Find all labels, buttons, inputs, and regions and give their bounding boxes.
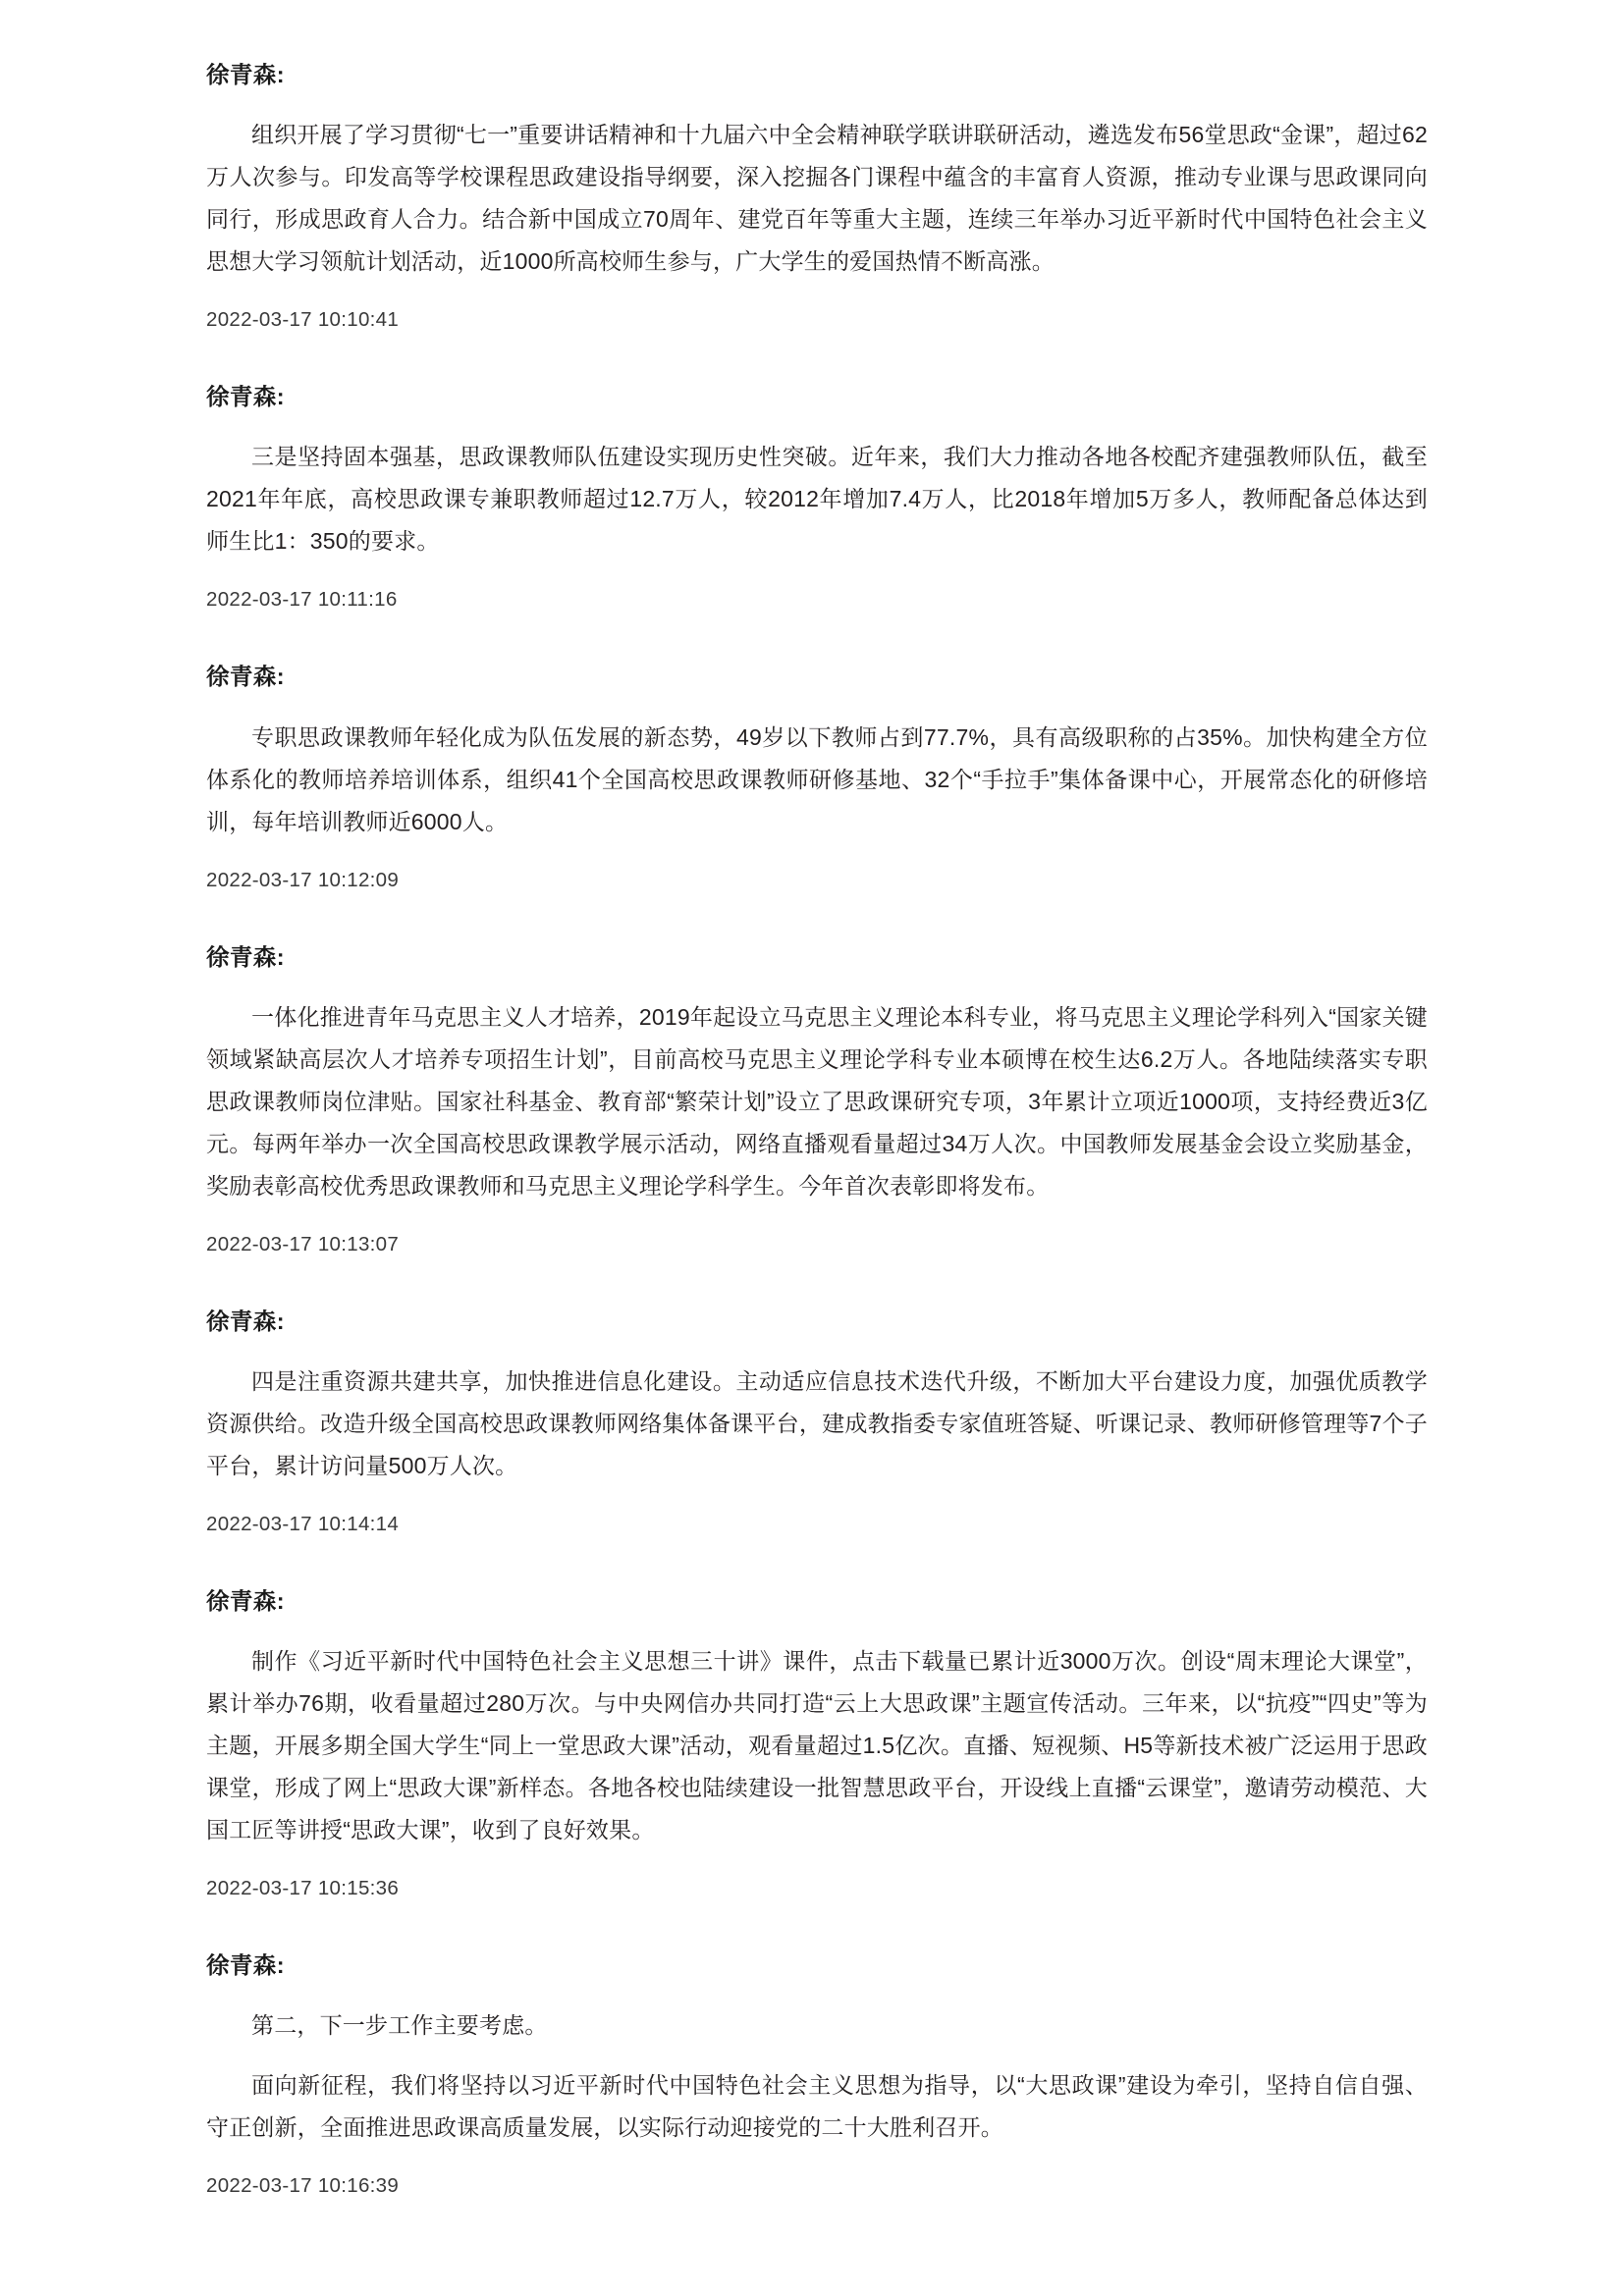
speaker-name: 徐青森: <box>206 1308 285 1334</box>
speaker-name: 徐青森: <box>206 62 285 87</box>
entry-paragraph: 第二，下一步工作主要考虑。 <box>251 2012 548 2039</box>
entry-paragraph: 专职思政课教师年轻化成为队伍发展的新态势，49岁以下教师占到77.7%，具有高级职称的占35%。加快构建全方位体系化的教师培养培训体系，组织41个全国高校思政课教师研修基地、32个“手拉手”集体备课中心，开展常态化的研修培训，每年培训教师近6000人。 <box>206 723 1428 834</box>
entry-paragraph: 三是坚持固本强基，思政课教师队伍建设实现历史性突破。近年来，我们大力推动各地各校配齐建强教师队伍，截至2021年年底，高校思政课专兼职教师超过12.7万人，较2012年增加7.4万人，比2018年增加5万多人，教师配备总体达到师生比1：350的要求。 <box>206 444 1428 555</box>
transcript-entry <box>206 1587 1428 1900</box>
entry-timestamp: 2022-03-17 10:15:36 <box>206 1877 400 1900</box>
entry-paragraph: 制作《习近平新时代中国特色社会主义思想三十讲》课件，点击下载量已累计近3000万次。创设“周末理论大课堂”，累计举办76期，收看量超过280万次。与中央网信办共同打造“云上大思政课”主题宣传活动。三年来，以“抗疫”“四史”等为主题，开展多期全国大学生“同上一堂思政大课”活动，观看量超过1.5亿次。直播、短视频、H5等新技术被广泛运用于思政课堂，形成了网上“思政大课”新样态。各地各校也陆续建设一批智慧思政平台，开设线上直播“云课堂”，邀请劳动模范、大国工匠等讲授“思政大课”，收到了良好效果。 <box>206 1648 1428 1843</box>
entry-timestamp: 2022-03-17 10:12:09 <box>206 868 400 891</box>
entry-timestamp: 2022-03-17 10:16:39 <box>206 2174 400 2198</box>
entry-timestamp: 2022-03-17 10:11:16 <box>206 588 398 612</box>
transcript-entry <box>206 383 1428 612</box>
speaker-name: 徐青森: <box>206 1587 285 1614</box>
speaker-name: 徐青森: <box>206 384 285 410</box>
entry-paragraph: 面向新征程，我们将坚持以习近平新时代中国特色社会主义思想为指导，以“大思政课”建设为牵引，坚持自信自强、守正创新，全面推进思政课高质量发展，以实际行动迎接党的二十大胜利召开。 <box>206 2072 1428 2141</box>
speaker-name: 徐青森: <box>206 943 285 970</box>
transcript-entry <box>206 1951 1428 2198</box>
speaker-name: 徐青森: <box>206 1952 285 1979</box>
transcript-entry <box>206 1308 1428 1536</box>
transcript-entry <box>206 663 1428 891</box>
entry-paragraph: 四是注重资源共建共享，加快推进信息化建设。主动适应信息技术迭代升级，不断加大平台建设力度，加强优质教学资源供给。改造升级全国高校思政课教师网络集体备课平台，建成教指委专家值班答疑、听课记录、教师研修管理等7个子平台，累计访问量500万人次。 <box>206 1367 1428 1478</box>
entry-timestamp: 2022-03-17 10:13:07 <box>206 1232 400 1255</box>
entry-paragraph: 组织开展了学习贯彻“七一”重要讲话精神和十九届六中全会精神联学联讲联研活动，遴选发布56堂思政“金课”，超过62万人次参与。印发高等学校课程思政建设指导纲要，深入挖掘各门课程中蕴含的丰富育人资源，推动专业课与思政课同向同行，形成思政育人合力。结合新中国成立70周年、建党百年等重大主题，连续三年举办习近平新时代中国特色社会主义思想大学习领航计划活动，近1000所高校师生参与，广大学生的爱国热情不断高涨。 <box>206 122 1428 275</box>
transcript-entry <box>206 61 1428 332</box>
entry-timestamp: 2022-03-17 10:14:14 <box>206 1512 400 1535</box>
entry-paragraph: 一体化推进青年马克思主义人才培养，2019年起设立马克思主义理论本科专业，将马克思主义理论学科列入“国家关键领域紧缺高层次人才培养专项招生计划”，目前高校马克思主义理论学科专业本硕博在校生达6.2万人。各地陆续落实专职思政课教师岗位津贴。国家社科基金、教育部“繁荣计划”设立了思政课研究专项，3年累计立项近1000项，支持经费近3亿元。每两年举办一次全国高校思政课教学展示活动，网络直播观看量超过34万人次。中国教师发展基金会设立奖励基金，奖励表彰高校优秀思政课教师和马克思主义理论学科学生。今年首次表彰即将发布。 <box>206 1003 1428 1199</box>
entry-timestamp: 2022-03-17 10:10:41 <box>206 308 400 332</box>
transcript-entry <box>206 943 1428 1256</box>
speaker-name: 徐青森: <box>206 664 285 690</box>
